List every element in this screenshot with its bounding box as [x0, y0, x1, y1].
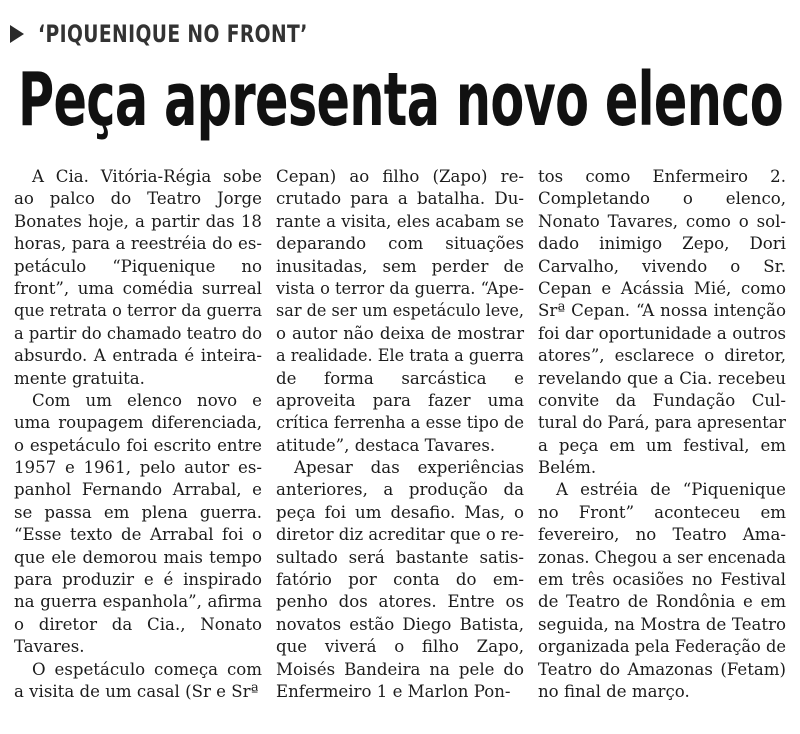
article-line: A estréia de “Piquenique	[556, 480, 786, 500]
article-line: Completando o elenco,	[538, 189, 786, 209]
article-line: crutado para a batalha. Du-	[276, 189, 524, 209]
article-line: aproveita para fazer uma	[276, 390, 524, 410]
article-line: deparando com situações	[276, 234, 524, 254]
article-line: o espetáculo foi escrito entre	[14, 435, 262, 455]
article-line: Bonates hoje, a partir das 18	[14, 211, 262, 231]
article-line: Com um elenco novo e	[32, 390, 262, 410]
kicker-text: ‘PIQUENIQUE NO FRONT’	[38, 20, 308, 48]
article-line: fevereiro, no Teatro Ama-	[538, 525, 786, 545]
article-column-3	[538, 166, 786, 703]
triangle-arrow-icon	[10, 25, 24, 43]
article-line: sultado será bastante satis-	[276, 547, 524, 567]
article-line: Belém.	[538, 458, 597, 478]
article-line: que retrata o terror da guerra	[14, 301, 262, 321]
article-line: crítica ferrenha a esse tipo de	[276, 413, 524, 433]
article-line: uma roupagem diferenciada,	[14, 413, 262, 433]
article-line: em três ocasiões no Festival	[538, 570, 786, 590]
article-line: absurdo. A entrada é inteira-	[14, 346, 262, 366]
article-line: Carvalho, vivendo o Sr.	[538, 256, 786, 276]
article-line: se passa em plena guerra.	[14, 502, 262, 522]
article-line: fatório por conta do em-	[276, 570, 524, 590]
article-line: seguida, na Mostra de Teatro	[538, 614, 786, 634]
article-line: peça foi um desafio. Mas, o	[276, 502, 524, 522]
article-line: “Esse texto de Arrabal foi o	[14, 525, 262, 545]
article-line: Apesar das experiências	[294, 458, 524, 478]
article-line: front”, uma comédia surreal	[14, 278, 262, 298]
article-line: a peça em um festival, em	[538, 435, 786, 455]
article-line: atores”, esclarece o diretor,	[538, 346, 786, 366]
article-line: tural do Pará, para apresentar	[538, 413, 786, 433]
article-line: vista o terror da guerra. “Ape-	[276, 278, 524, 298]
article-line: a partir do chamado teatro do	[14, 323, 262, 343]
article-line: de forma sarcástica e	[276, 368, 524, 388]
article-line: Moisés Bandeira na pele do	[276, 659, 524, 679]
article-line: ao palco do Teatro Jorge	[14, 189, 262, 209]
article-line: anteriores, a produção da	[276, 480, 524, 500]
article-line: Tavares.	[14, 637, 85, 657]
article-line: na guerra espanhola”, afirma	[14, 592, 262, 612]
article-line: Enfermeiro 1 e Marlon Pon-	[276, 681, 511, 701]
article-line: tos como Enfermeiro 2.	[538, 167, 786, 186]
article-column-2	[276, 166, 524, 703]
article-line: horas, para a reestréia do es-	[14, 234, 262, 254]
article-line: mente gratuita.	[14, 368, 145, 388]
article-line: organizada pela Federação de	[538, 637, 786, 657]
article-line: que ele demorou mais tempo	[14, 547, 262, 567]
article-line: o diretor da Cia., Nonato	[14, 614, 262, 634]
article-line: Nonato Tavares, como o sol-	[538, 211, 786, 231]
article-line: petáculo “Piquenique no	[14, 256, 262, 276]
article-line: Cepan e Acássia Mié, como	[538, 278, 786, 298]
article-line: no final de março.	[538, 681, 690, 701]
article-line: atitude”, destaca Tavares.	[276, 435, 496, 455]
article-line: panhol Fernando Arrabal, e	[14, 480, 262, 500]
article-line: Cepan) ao filho (Zapo) re-	[276, 167, 524, 186]
article-line: convite da Fundação Cul-	[538, 390, 786, 410]
article-line: inusitadas, sem perder de	[276, 256, 524, 276]
article-line: dado inimigo Zepo, Dori	[538, 234, 786, 254]
article-line: para produzir e é inspirado	[14, 570, 262, 590]
article-column-1	[14, 166, 262, 703]
article-line: diretor diz acreditar que o re-	[276, 525, 524, 545]
section-kicker	[10, 19, 384, 49]
article-line: novatos estão Diego Batista,	[276, 614, 524, 634]
article-line: Srª Cepan. “A nossa intenção	[538, 301, 786, 321]
article-line: sar de ser um espetáculo leve,	[276, 301, 524, 321]
article-line: penho dos atores. Entre os	[276, 592, 524, 612]
article-line: a realidade. Ele trata a guerra	[276, 346, 524, 366]
article-line: zonas. Chegou a ser encenada	[538, 547, 786, 567]
article-line: rante a visita, eles acabam se	[276, 211, 524, 231]
article-line: 1957 e 1961, pelo autor es-	[14, 458, 262, 478]
article-line: revelando que a Cia. recebeu	[538, 368, 786, 388]
headline: Peça apresenta novo elenco	[18, 57, 783, 143]
article-line: Teatro do Amazonas (Fetam)	[538, 659, 786, 679]
article-line: foi dar oportunidade a outros	[538, 323, 786, 343]
article-line: o autor não deixa de mostrar	[276, 323, 524, 343]
article-line: O espetáculo começa com	[32, 659, 262, 679]
article-line: que viverá o filho Zapo,	[276, 637, 524, 657]
article-line: a visita de um casal (Sr e Srª	[14, 681, 259, 701]
article-line: A Cia. Vitória-Régia sobe	[32, 167, 262, 186]
article-line: de Teatro de Rondônia e em	[538, 592, 786, 612]
article-line: no Front” aconteceu em	[538, 502, 786, 522]
